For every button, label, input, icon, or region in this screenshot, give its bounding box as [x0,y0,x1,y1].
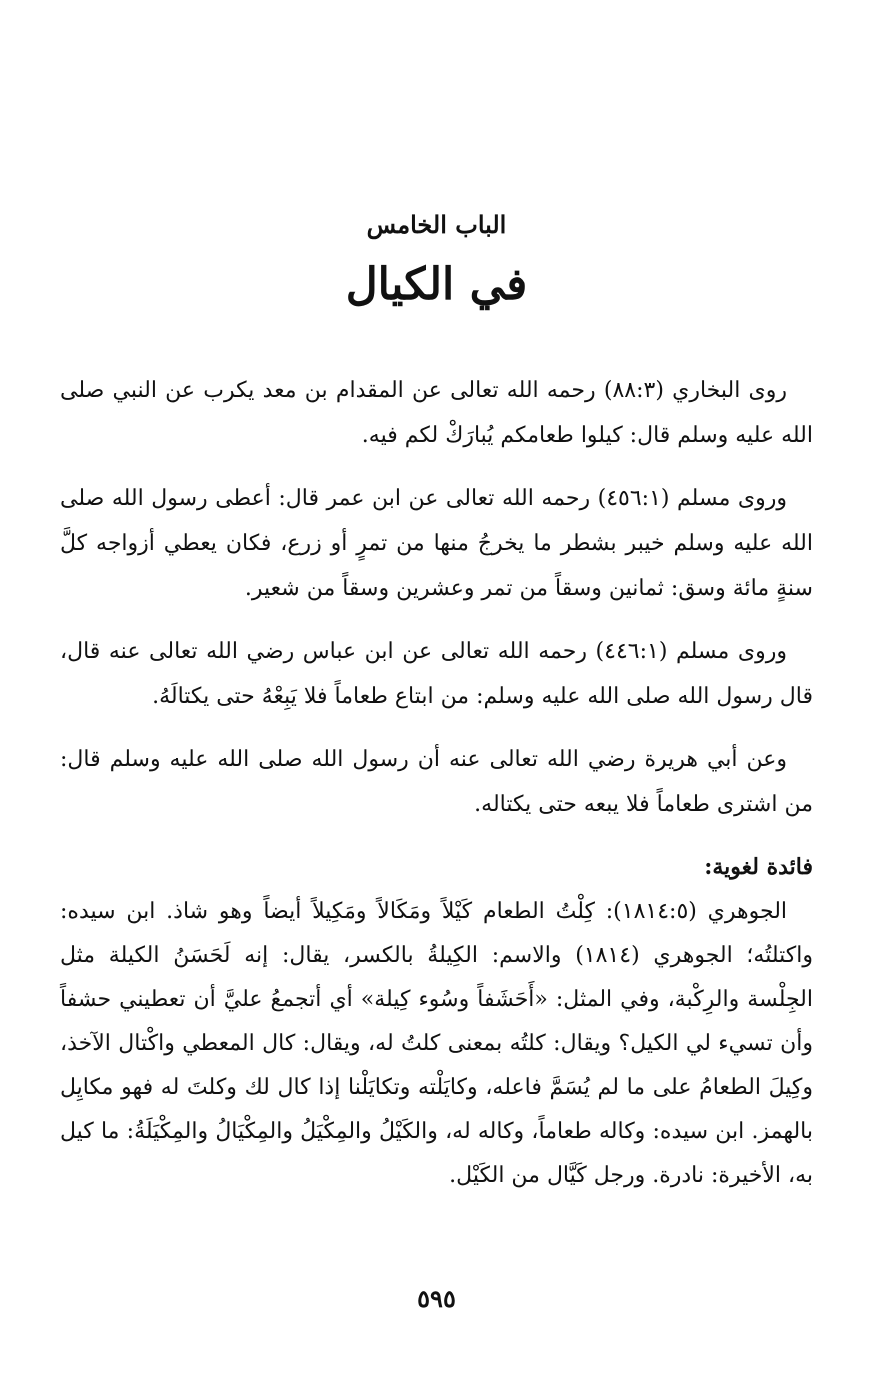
section-heading: فائدة لغوية: [704,854,813,880]
page-number: ٥٩٥ [417,1284,456,1313]
paragraph-bukhari: روى البخاري (٨٨:٣) رحمه الله تعالى عن المقدام بن معد يكرب عن النبي صلى الله عليه وسلم قال: كيلوا طعامكم يُبارَكْ لكم فيه. [60,378,813,448]
paragraph-abu-hurairah: وعن أبي هريرة رضي الله تعالى عنه أن رسول الله صلى الله عليه وسلم قال: من اشترى طعاماً فلا يبعه حتى يكتاله. [60,747,813,817]
chapter-header [0,205,873,315]
chapter-title: في الكيال [345,259,528,310]
page-body [60,368,813,1198]
chapter-label: الباب الخامس [366,210,507,239]
paragraph-muslim-ibn-abbas: وروى مسلم (٤٤٦:١) رحمه الله تعالى عن ابن عباس رضي الله تعالى عنه قال، قال رسول الله صلى الله عليه وسلم: من ابتاع طعاماً فلا يَبِعْهُ حتى يكتالَهُ. [60,639,813,709]
paragraph-muslim-ibn-umar: وروى مسلم (٤٥٦:١) رحمه الله تعالى عن ابن عمر قال: أعطى رسول الله صلى الله عليه وسلم خيبر بشطر ما يخرجُ منها من تمرٍ أو زرع، فكان يعطي أزواجه كلَّ سنةٍ مائة وسق: ثمانين وسقاً من تمر وعشرين وسقاً من شعير. [60,486,813,601]
lexicon-paragraph: الجوهري (١٨١٤:٥): كِلْتُ الطعام كَيْلاً ومَكَالاً ومَكِيلاً أيضاً وهو شاذ. ابن سيده: واكتلتُه؛ الجوهري (١٨١٤) والاسم: الكِيلةُ بالكسر، يقال: إنه لَحَسَنُ الكيلة مثل الجِلْسة والرِكْبة، وفي المثل: «أَحَشَفاً وسُوء كِيلة» أي أتجمعُ عليَّ أن تعطيني حشفاً وأن تسيء لي الكيل؟ ويقال: كلتُه بمعنى كلتُ له، ويقال: كال المعطي واكْتال الآخذ، وكِيلَ الطعامُ على ما لم يُسَمَّ فاعله، وكايَلْته وتكايَلْنا إذا كال لك وكلتَ له فهو مكايِل بالهمز. ابن سيده: وكاله طعاماً، وكاله له، والكَيْلُ والمِكْيَلُ والمِكْيَالُ والمِكْيَلَةُ: ما كيل به، الأخيرة: نادرة. ورجل كَيَّال من الكَيْل. [60,899,813,1188]
